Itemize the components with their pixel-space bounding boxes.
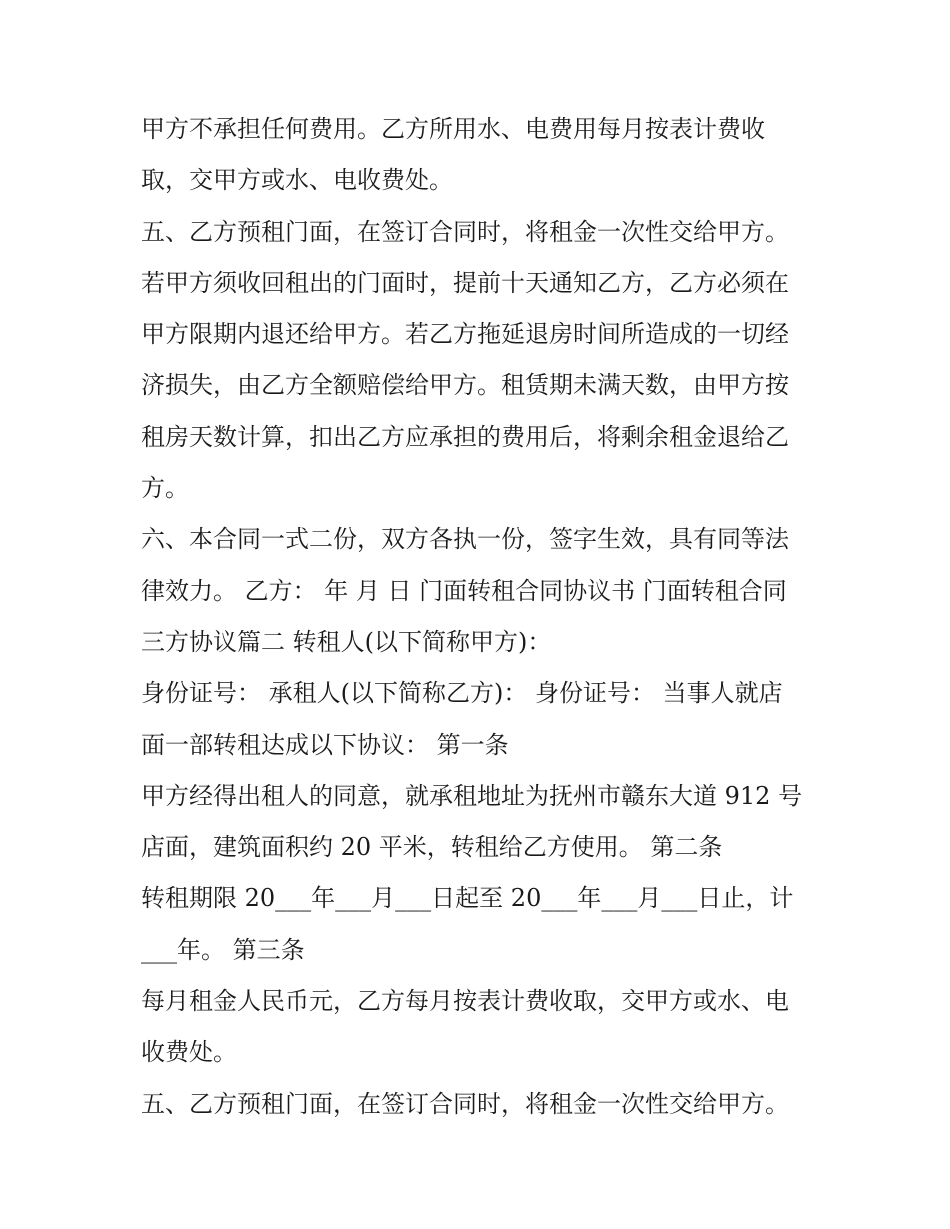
text-line-13: 面一部转租达成以下协议： 第一条 xyxy=(141,730,509,759)
text-line-8: 方。 xyxy=(141,474,189,503)
text-line-15: 店面，建筑面积约 20 平米，转租给乙方使用。 第二条 xyxy=(141,833,723,862)
text-line-2: 取，交甲方或水、电收费处。 xyxy=(141,166,453,195)
text-line-19: 收费处。 xyxy=(141,1038,237,1067)
text-line-12: 身份证号： 承租人(以下简称乙方)： 身份证号： 当事人就店 xyxy=(141,679,783,708)
text-line-11: 三方协议篇二 转租人(以下简称甲方)： xyxy=(141,627,552,656)
text-line-3: 五、乙方预租门面，在签订合同时，将租金一次性交给甲方。 xyxy=(141,217,789,246)
text-line-14: 甲方经得出租人的同意，就承租地址为抚州市赣东大道 912 号 xyxy=(141,781,803,810)
text-line-7: 租房天数计算，扣出乙方应承担的费用后，将剩余租金退给乙 xyxy=(141,422,789,451)
document-body xyxy=(141,104,821,1130)
text-line-5: 甲方限期内退还给甲方。若乙方拖延退房时间所造成的一切经 xyxy=(141,320,789,349)
text-line-18: 每月租金人民币元，乙方每月按表计费收取，交甲方或水、电 xyxy=(141,987,789,1016)
text-line-1: 甲方不承担任何费用。乙方所用水、电费用每月按表计费收 xyxy=(141,115,765,143)
text-line-9: 六、本合同一式二份，双方各执一份，签字生效，具有同等法 xyxy=(141,525,789,554)
text-line-10: 律效力。 乙方： 年 月 日 门面转租合同协议书 门面转租合同 xyxy=(141,576,787,605)
text-line-6: 济损失，由乙方全额赔偿给甲方。租赁期未满天数，由甲方按 xyxy=(141,371,789,400)
text-line-4: 若甲方须收回租出的门面时，提前十天通知乙方，乙方必须在 xyxy=(141,268,789,297)
text-line-17: ___年。 第三条 xyxy=(141,935,305,964)
text-line-20: 五、乙方预租门面，在签订合同时，将租金一次性交给甲方。 xyxy=(141,1089,789,1118)
text-line-16: 转租期限 20___年___月___日起至 20___年___月___日止，计 xyxy=(141,884,794,913)
